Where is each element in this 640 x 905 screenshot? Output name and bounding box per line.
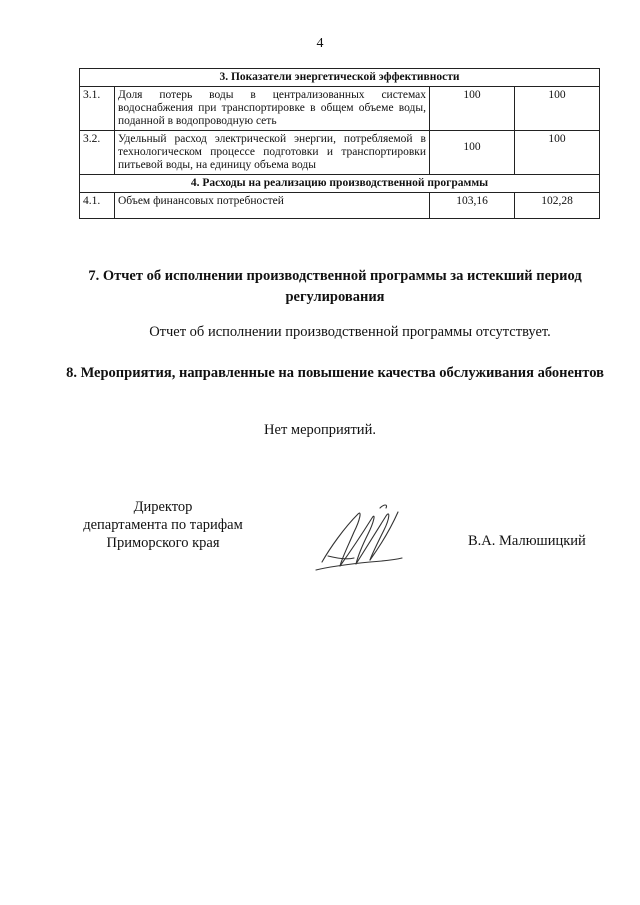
section-4-title: 4. Расходы на реализацию производственной программы: [80, 175, 600, 193]
handwritten-signature: [310, 500, 410, 580]
position-line: Приморского края: [106, 535, 220, 551]
row-value-1: 100: [430, 87, 515, 131]
row-description: Объем финансовых потребностей: [115, 193, 430, 219]
table-section-row: [80, 175, 600, 193]
section-7-heading: 7. Отчет об исполнении производственной программы за истекший период регулирования: [88, 268, 582, 305]
row-value-2: 100: [515, 131, 600, 175]
row-value-1: 100: [430, 131, 515, 175]
section-7-text: Отчет об исполнении производственной программы отсутствует.: [149, 324, 551, 340]
page-number: 4: [316, 36, 324, 51]
table-section-row: [80, 69, 600, 87]
signatory-name: В.А. Малюшицкий: [468, 533, 586, 549]
row-description: Удельный расход электрической энергии, потребляемой в технологическом процессе подготовки и транспортировки питьевой воды, на единицу объема воды: [115, 131, 430, 175]
section-8-heading: 8. Мероприятия, направленные на повышение качества обслуживания абонентов: [66, 365, 604, 381]
signatory-position: [78, 498, 248, 552]
row-number: 4.1.: [80, 193, 115, 219]
section-3-title: 3. Показатели энергетической эффективности: [80, 69, 600, 87]
row-value-2: 100: [515, 87, 600, 131]
indicators-table: [79, 68, 600, 219]
row-number: 3.2.: [80, 131, 115, 175]
section-8-text: Нет мероприятий.: [264, 422, 376, 438]
row-value-1: 103,16: [430, 193, 515, 219]
table-row: [80, 87, 600, 131]
table-row: [80, 193, 600, 219]
position-line: Директор: [133, 499, 193, 515]
row-number: 3.1.: [80, 87, 115, 131]
table-row: [80, 131, 600, 175]
position-line: департамента по тарифам: [83, 517, 243, 533]
row-description: Доля потерь воды в централизованных системах водоснабжения при транспортировке в общем объеме воды, поданной в водопроводную сеть: [115, 87, 430, 131]
row-value-2: 102,28: [515, 193, 600, 219]
